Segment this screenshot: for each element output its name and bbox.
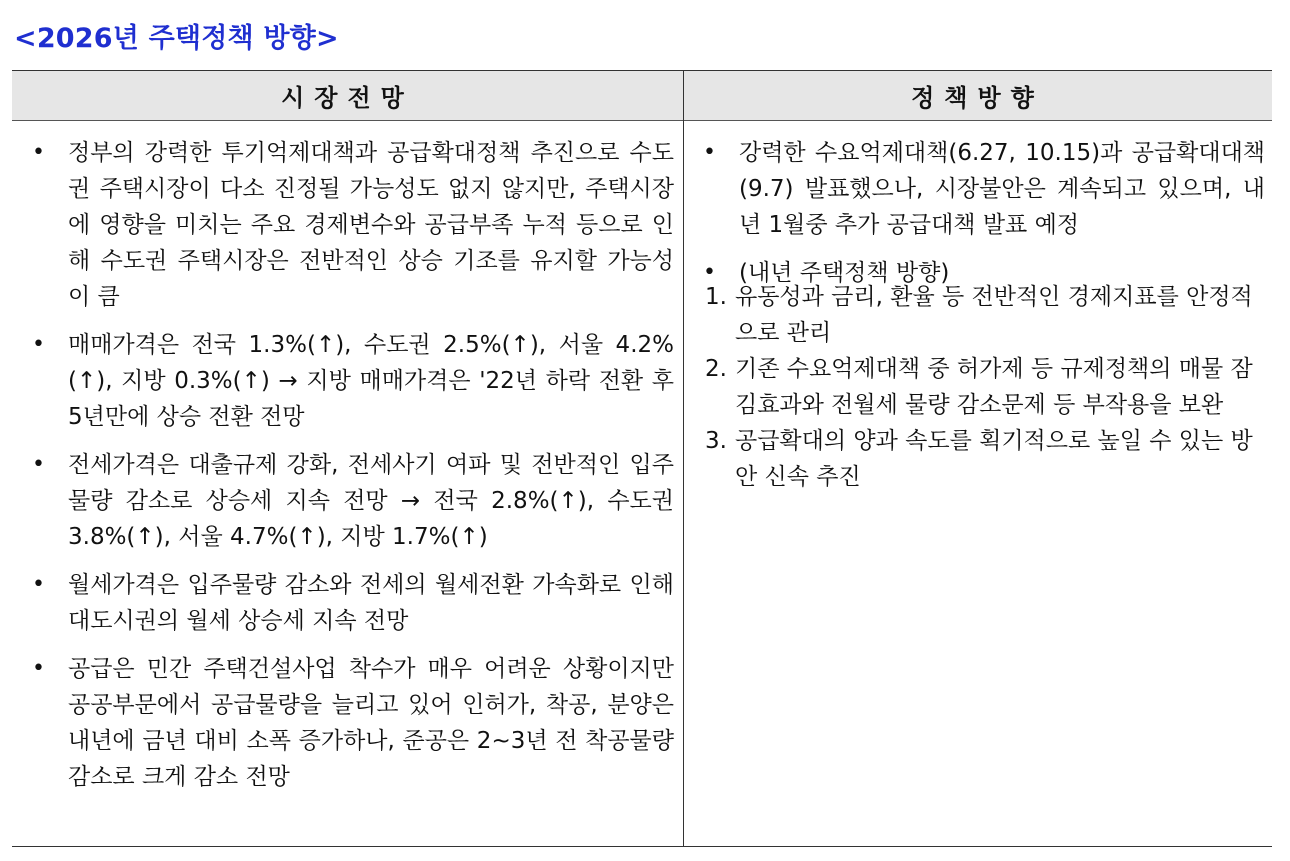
page-title: <2026년 주택정책 방향> — [14, 23, 339, 54]
policy-numbered-list — [695, 279, 1265, 495]
market-outlook-column — [24, 135, 674, 807]
list-item-text: (내년 주택정책 방향) — [739, 260, 950, 286]
list-item-text: 공급은 민간 주택건설사업 착수가 매우 어려운 상황이지만 공공부문에서 공급물량을 늘리고 있어 인허가, 착공, 분양은 내년에 금년 대비 소폭 증가하나, 준공은 2~3년 전 착공물량 감소로 크게 감소 전망 — [68, 656, 674, 790]
list-item — [24, 135, 674, 315]
bullet-icon: • — [32, 656, 45, 681]
header-market-outlook: 시장전망 — [12, 71, 683, 121]
list-item-text: 매매가격은 전국 1.3%(↑), 수도권 2.5%(↑), 서울 4.2%(↑), 지방 0.3%(↑) → 지방 매매가격은 '22년 하락 전환 후 5년만에 상승 전환 전망 — [68, 332, 674, 430]
bullet-icon: • — [32, 332, 45, 357]
bullet-icon: • — [703, 260, 716, 285]
list-item — [24, 651, 674, 795]
list-item — [24, 567, 674, 639]
bullet-icon: • — [32, 452, 45, 477]
list-item-text: 전세가격은 대출규제 강화, 전세사기 여파 및 전반적인 입주물량 감소로 상승세 지속 전망 → 전국 2.8%(↑), 수도권 3.8%(↑), 서울 4.7%(↑), 지방 1.7%(↑) — [68, 452, 674, 550]
list-item — [695, 135, 1265, 243]
list-item-text: 정부의 강력한 투기억제대책과 공급확대정책 추진으로 수도권 주택시장이 다소 진정될 가능성도 없지 않지만, 주택시장에 영향을 미치는 주요 경제변수와 공급부족 누적 등으로 인해 수도권 주택시장은 전반적인 상승 기조를 유지할 가능성이 큼 — [68, 140, 674, 310]
bullet-icon: • — [32, 140, 45, 165]
numbered-item — [695, 279, 1265, 351]
column-divider — [683, 71, 684, 846]
numbered-item-text: 공급확대의 양과 속도를 획기적으로 높일 수 있는 방안 신속 추진 — [735, 428, 1253, 490]
list-item-text: 강력한 수요억제대책(6.27, 10.15)과 공급확대대책(9.7) 발표했으나, 시장불안은 계속되고 있으며, 내년 1월중 추가 공급대책 발표 예정 — [739, 140, 1265, 238]
header-policy-direction: 정책방향 — [683, 71, 1272, 121]
bullet-icon: • — [32, 572, 45, 597]
list-item-text: 월세가격은 입주물량 감소와 전세의 월세전환 가속화로 인해 대도시권의 월세 상승세 지속 전망 — [68, 572, 674, 634]
numbered-item-text: 기존 수요억제대책 중 허가제 등 규제정책의 매물 잠김효과와 전월세 물량 감소문제 등 부작용을 보완 — [735, 356, 1253, 418]
policy-table — [12, 70, 1272, 847]
policy-direction-column — [695, 135, 1265, 495]
bullet-icon: • — [703, 140, 716, 165]
numbered-item — [695, 423, 1265, 495]
numbered-item — [695, 351, 1265, 423]
numbered-item-text: 유동성과 금리, 환율 등 전반적인 경제지표를 안정적으로 관리 — [735, 284, 1253, 346]
item-number: 1. — [705, 284, 727, 310]
item-number: 2. — [705, 356, 727, 382]
list-item — [24, 327, 674, 435]
list-item — [24, 447, 674, 555]
item-number: 3. — [705, 428, 727, 454]
